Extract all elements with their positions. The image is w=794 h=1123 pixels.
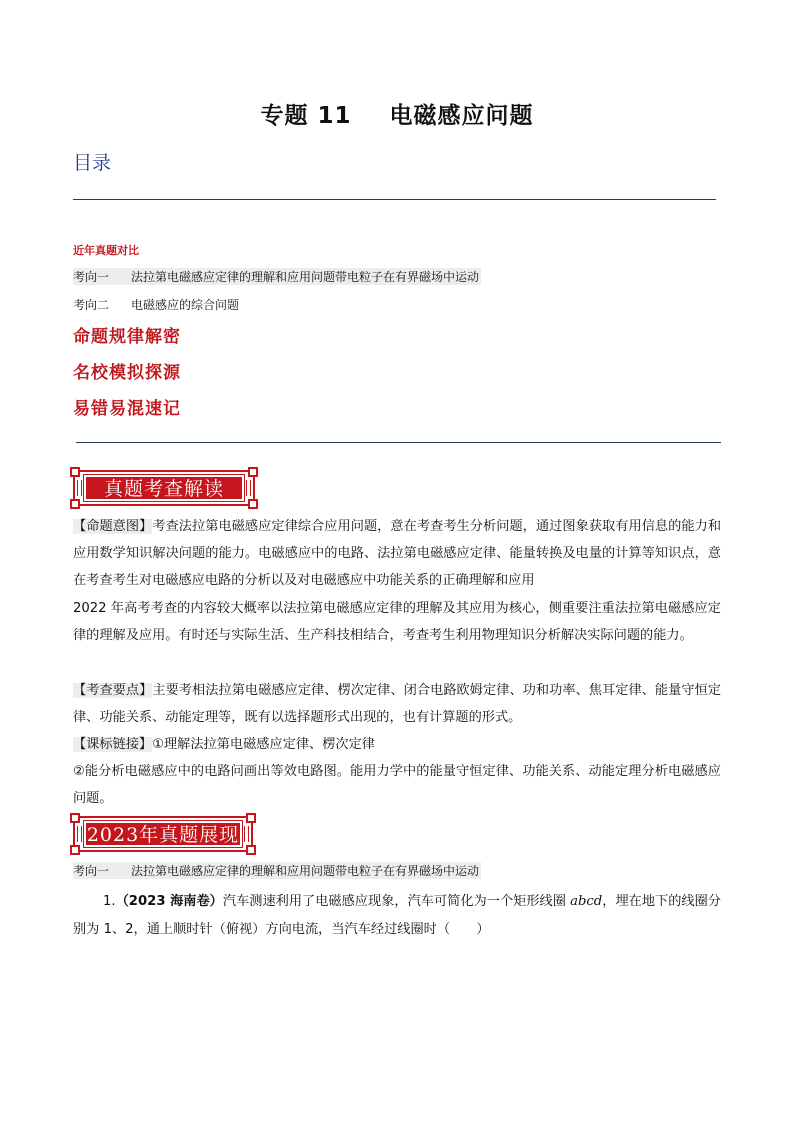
divider-bottom [76, 442, 721, 443]
paragraph-points [73, 677, 721, 731]
toc-big-item-1[interactable]: 命题规律解密 [73, 327, 181, 347]
question-coil: abcd [570, 894, 603, 909]
banner-exam-analysis [73, 470, 255, 506]
toc-item-2-label: 考向二 [73, 298, 110, 312]
question-source: （2023 海南卷） [115, 894, 223, 909]
title-topic: 专题 11 [260, 103, 352, 129]
page-title [0, 97, 794, 130]
banner-2023-questions-text: 2023年真题展现 [84, 821, 242, 847]
paragraph-intent [73, 513, 721, 595]
banner-exam-analysis-text: 真题考查解读 [84, 475, 244, 501]
toc-big-item-3[interactable]: 易错易混速记 [73, 399, 181, 419]
question-text-a: 汽车测速利用了电磁感应现象，汽车可简化为一个矩形线圈 [222, 894, 571, 909]
intent-text: 考查法拉第电磁感应定律综合应用问题，意在考查考生分析问题，通过图象获取有用信息的能力和应用数学知识解决问题的能力。电磁感应中的电路、法拉第电磁感应定律、能量转换及电量的计算等知识点，意在考查考生对电磁感应电路的分析以及对电磁感应中功能关系的正确理解和应用 [73, 519, 722, 589]
toc-item-1[interactable] [73, 268, 481, 285]
toc-item-1-label: 考向一 [73, 270, 110, 284]
question-number: 1. [103, 894, 116, 909]
question-section-text: 法拉第电磁感应定律的理解和应用问题带电粒子在有界磁场中运动 [131, 864, 480, 878]
toc-big-item-2[interactable]: 名校模拟探源 [73, 363, 181, 383]
toc-item-2[interactable] [73, 296, 239, 313]
toc-section-label[interactable]: 近年真题对比 [73, 244, 139, 257]
toc-item-2-text: 电磁感应的综合问题 [131, 298, 240, 312]
question-section-label: 考向一 [73, 864, 110, 878]
title-name: 电磁感应问题 [389, 103, 534, 129]
intent-tag: 【命题意图】 [73, 519, 153, 534]
banner-2023-questions [73, 816, 253, 852]
paragraph-link-2: ②能分析电磁感应中的电路问画出等效电路图。能用力学中的能量守恒定律、功能关系、动能定理分析电磁感应问题。 [73, 764, 721, 807]
link-tag: 【课标链接】 [73, 737, 153, 752]
question-1 [73, 888, 721, 944]
toc-heading: 目录 [73, 152, 112, 174]
paragraph-link [73, 731, 721, 758]
points-tag: 【考查要点】 [73, 683, 153, 698]
points-text: 主要考相法拉第电磁感应定律、楞次定律、闭合电路欧姆定律、功和功率、焦耳定律、能量守恒定律、功能关系、动能定理等，既有以选择题形式出现的，也有计算题的形式。 [73, 683, 722, 726]
question-section [73, 862, 481, 879]
paragraph-year: 2022 年高考考查的内容较大概率以法拉第电磁感应定律的理解及其应用为核心，侧重要注重法拉第电磁感应定律的理解及应用。有时还与实际生活、生产科技相结合，考查考生利用物理知识分析解决实际问题的能力。 [73, 601, 721, 644]
toc-item-1-text: 法拉第电磁感应定律的理解和应用问题带电粒子在有界磁场中运动 [131, 270, 480, 284]
link-text: ①理解法拉第电磁感应定律、楞次定律 [152, 737, 375, 752]
divider-top [73, 199, 716, 200]
question-text-b: ，埋在地下的线圈分别为 1、2，通上顺时针（俯视）方向电流，当汽车经过线圈时（ ） [73, 894, 721, 937]
